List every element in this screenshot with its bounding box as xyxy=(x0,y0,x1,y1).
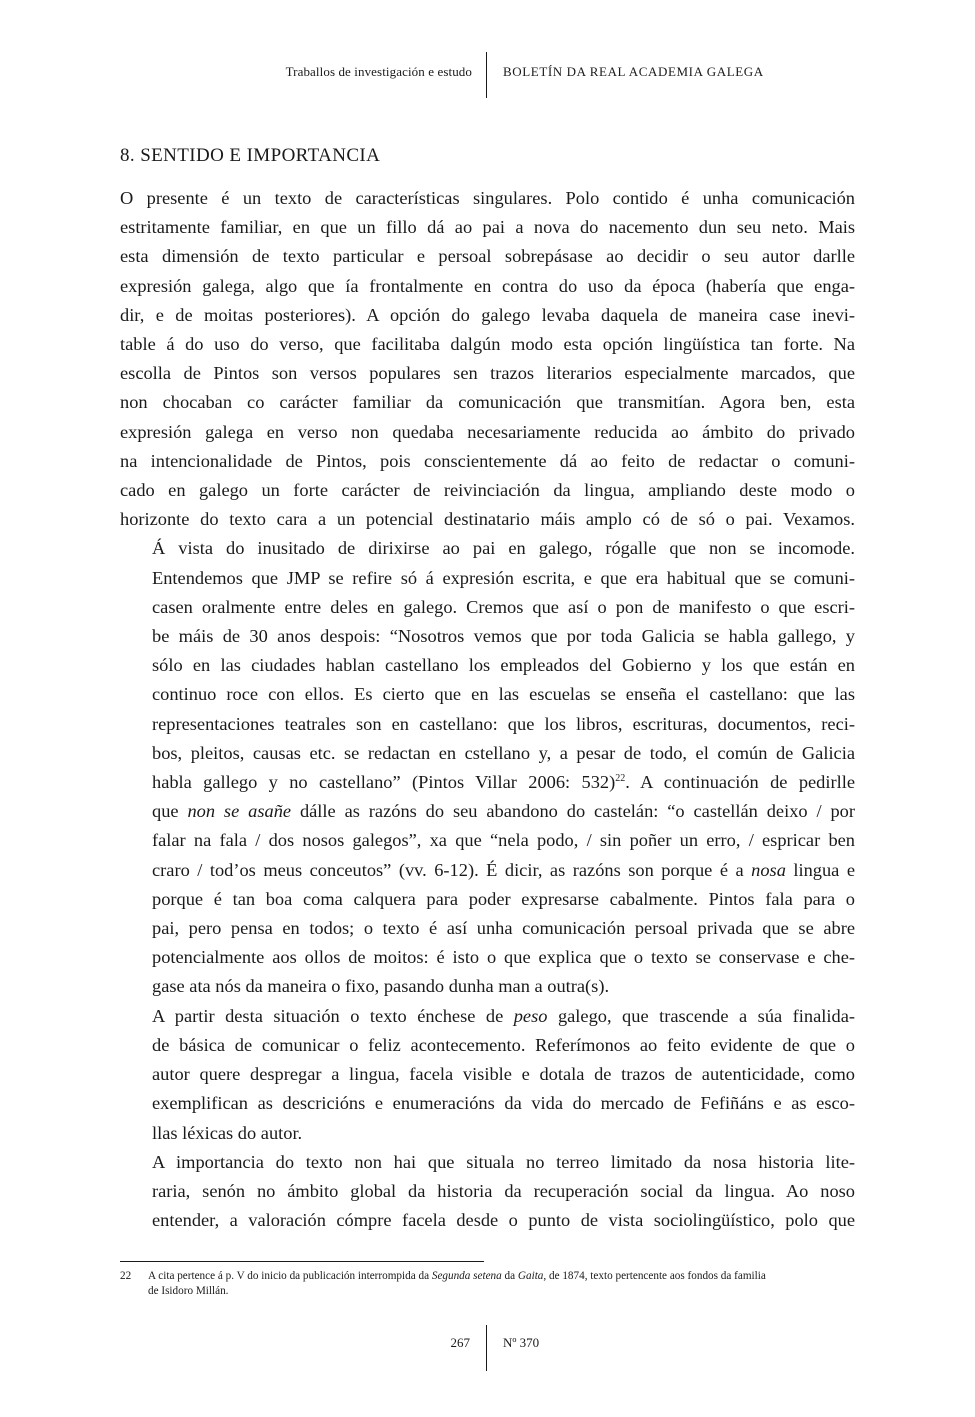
text-line: esta dimensión de texto particular e persoal sobrepásase ao decidir o seu autor darlle xyxy=(120,246,855,267)
text-line: exemplifican as descricións e enumeracións da vida do mercado de Fefiñáns e as esco- xyxy=(152,1093,855,1114)
body-text xyxy=(120,184,855,1235)
text-segment: galego, que trascende a súa finalida- xyxy=(547,1005,855,1026)
text-line: Á vista do inusitado de dirixirse ao pai en galego, rógalle que non se incomode. xyxy=(152,538,855,559)
text-line: autor quere despregar a lingua, facela visible e dotala de trazos de autenticidade, como xyxy=(152,1064,855,1085)
text-segment: , de 1874, texto pertencente aos fondos da familia xyxy=(543,1270,766,1282)
text-line: cado en galego un forte carácter de reivinciación da lingua, ampliando deste modo o xyxy=(120,480,855,501)
text-line: dir, e de moitas posteriores). A opción do galego levaba daquela de maneira case inevi- xyxy=(120,304,855,325)
footnote-reference[interactable]: 22 xyxy=(615,773,626,785)
text-line: estritamente familiar, en que un fillo dá ao pai a nova do nacemento dun seu neto. Mais xyxy=(120,217,855,238)
italic-term: nosa xyxy=(751,859,786,880)
italic-term: peso xyxy=(513,1005,548,1026)
footnote-separator xyxy=(120,1261,484,1262)
text-segment: . A continuación de pedirlle xyxy=(625,772,855,793)
text-line: de básica de comunicar o feliz acontecemento. Referímonos ao feito evidente de que o xyxy=(152,1034,855,1055)
text-segment: dálle as razóns do seu abandono do castelán: “o castellán deixo / por xyxy=(291,801,856,822)
footnote xyxy=(120,1269,860,1299)
text-line: llas léxicas do autor. xyxy=(152,1122,303,1143)
text-segment: de Isidoro Millán. xyxy=(148,1285,229,1297)
text-line: falar na fala / dos nosos galegos”, xa que “nela podo, / sin poñer un erro, / espricar ben xyxy=(152,830,855,851)
issue-number: Nº 370 xyxy=(503,1335,540,1350)
text-line: table á do uso do verso, que facilitaba dalgún modo esta opción lingüística tan forte. Na xyxy=(120,334,855,355)
section-heading: 8. SENTIDO E IMPORTANCIA xyxy=(120,145,381,166)
paragraph-4 xyxy=(120,1148,855,1236)
text-line: Entendemos que JMP se refire só á expresión escrita, e que era habitual que se comuni- xyxy=(152,567,855,588)
text-line: na intencionalidade de Pintos, pois conscientemente dá ao feito de redactar o comuni- xyxy=(120,450,855,471)
page-footer xyxy=(0,1325,975,1373)
text-line: casen oralmente entre deles en galego. Cremos que así o pon de manifesto o que escri- xyxy=(152,596,855,617)
running-head-journal: BOLETÍN DA REAL ACADEMIA GALEGA xyxy=(503,64,764,79)
page-number: 267 xyxy=(450,1335,470,1350)
text-line: expresión galega, algo que ía frontalmente en contra do uso da época (habería que enga- xyxy=(120,275,855,296)
text-line: A importancia do texto non hai que situala no terreo limitado da nosa historia lite- xyxy=(152,1151,855,1172)
text-segment: craro / tod’os meus conceutos” (vv. 6-12). É dicir, as razóns son porque é a xyxy=(152,859,752,880)
text-segment: que xyxy=(152,801,188,822)
text-line: O presente é un texto de características singulares. Polo contido é unha comunicación xyxy=(120,188,855,208)
text-line: be máis de 30 anos despois: “Nosotros vemos que por toda Galicia se habla gallego, y xyxy=(152,626,855,647)
text-line: sólo en las ciudades hablan castellano los empleados del Gobierno y los que están en xyxy=(152,655,855,676)
italic-title: Gaita xyxy=(517,1270,544,1282)
text-segment: da xyxy=(501,1270,518,1282)
text-segment: A cita pertence á p. V do inicio da publicación interrompida da xyxy=(148,1270,432,1282)
running-head-section: Traballos de investigación e estudo xyxy=(285,64,472,79)
text-line: expresión galega en verso non quedaba necesariamente reducida ao ámbito do privado xyxy=(120,421,855,442)
footnote-text xyxy=(148,1269,860,1299)
text-line: entender, a valoración cómpre facela desde o punto de vista sociolingüístico, polo que xyxy=(152,1210,855,1231)
text-line: escolla de Pintos son versos populares sen trazos literarios especialmente marcados, que xyxy=(120,363,855,384)
text-line: porque é tan boa coma calquera para poder expresarse cabalmente. Pintos fala para o xyxy=(152,888,855,909)
text-line: representaciones teatrales son en castellano: que los libros, escrituras, documentos, reci- xyxy=(152,713,855,734)
text-line: pai, pero pensa en todos; o texto é así unha comunicación persoal privada que se abre xyxy=(152,918,855,939)
text-segment: habla gallego y no castellano” (Pintos Villar 2006: 532) xyxy=(152,772,616,793)
running-head-divider xyxy=(486,52,487,98)
italic-title: Segunda setena xyxy=(431,1270,502,1282)
text-line: gase ata nós da maneira o fixo, pasando dunha man a outra(s). xyxy=(152,976,610,997)
text-line xyxy=(120,797,855,826)
text-line: horizonte do texto cara a un potencial destinatario máis amplo có de só o pai. Vexamos. xyxy=(120,509,855,530)
text-line xyxy=(120,856,855,885)
italic-term: non se asañe xyxy=(187,801,292,822)
footer-divider xyxy=(486,1325,487,1371)
text-segment: lingua e xyxy=(785,859,856,880)
text-segment: A partir desta situación o texto énchese de xyxy=(152,1005,514,1026)
paragraph-2 xyxy=(120,534,855,1001)
text-line xyxy=(120,768,855,797)
text-line xyxy=(120,1002,855,1031)
paragraph-1 xyxy=(120,184,855,534)
text-line: potencialmente aos ollos de moitos: é isto o que explica que o texto se conservase e che- xyxy=(152,947,855,968)
text-line: non chocaban co carácter familiar da comunicación que transmitían. Agora ben, esta xyxy=(120,392,855,413)
paragraph-3 xyxy=(120,1002,855,1148)
text-line: raria, senón no ámbito global da historia da recuperación social da lingua. Ao noso xyxy=(152,1180,855,1201)
text-line: continuo roce con ellos. Es cierto que en las escuelas se enseña el castellano: que las xyxy=(152,684,855,705)
running-head xyxy=(0,52,975,100)
text-line: bos, pleitos, causas etc. se redactan en cstellano y, a pesar de todo, el común de Galicia xyxy=(152,742,855,763)
footnote-number: 22 xyxy=(120,1270,132,1282)
